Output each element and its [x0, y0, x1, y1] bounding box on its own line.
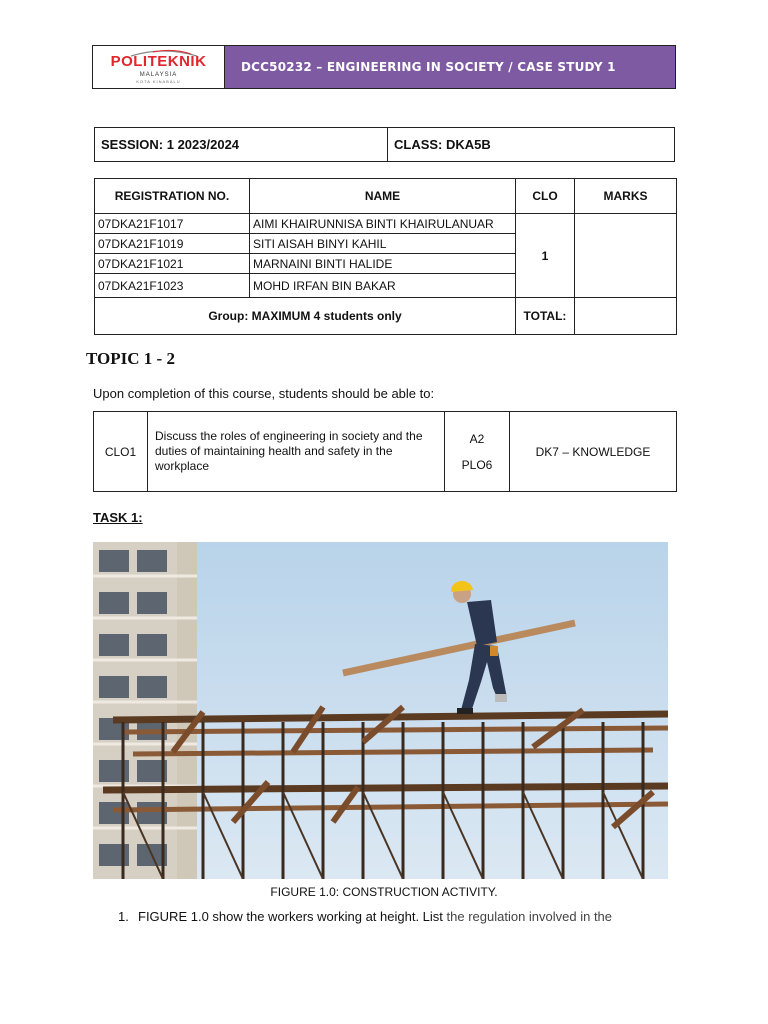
question-1: [118, 909, 612, 924]
clo-cell: 1: [516, 214, 575, 298]
document-title: DCC50232 – ENGINEERING IN SOCIETY / CASE STUDY 1: [225, 46, 675, 88]
registration-cell: 07DKA21F1017: [95, 214, 250, 234]
building-icon: [93, 542, 197, 879]
name-cell: MARNAINI BINTI HALIDE: [250, 254, 516, 274]
marks-cell[interactable]: [575, 214, 677, 298]
logo-text: POLITEKNIK: [110, 53, 207, 70]
session-cell: SESSION: 1 2023/2024: [95, 128, 388, 162]
clo-table: [93, 411, 677, 492]
task-label: TASK 1:: [93, 510, 143, 525]
clo-level: A2: [469, 431, 485, 446]
intro-text: Upon completion of this course, students should be able to:: [93, 386, 435, 401]
registration-cell: 07DKA21F1023: [95, 274, 250, 298]
group-row: [95, 298, 677, 335]
clo-plo: PLO6: [461, 457, 493, 472]
table-row: [95, 214, 677, 234]
topic-heading: TOPIC 1 - 2: [86, 349, 175, 368]
name-cell: SITI AISAH BINYI KAHIL: [250, 234, 516, 254]
students-header-row: [95, 179, 677, 214]
registration-cell: 07DKA21F1021: [95, 254, 250, 274]
session-table: [94, 127, 675, 162]
header-marks: MARKS: [575, 179, 677, 214]
document-header: [92, 45, 676, 89]
clo-level-cell: [445, 412, 510, 492]
group-note: Group: MAXIMUM 4 students only: [95, 298, 516, 335]
figure-caption: FIGURE 1.0: CONSTRUCTION ACTIVITY.: [270, 885, 498, 899]
header-name: NAME: [250, 179, 516, 214]
politeknik-logo: [93, 46, 225, 88]
total-cell[interactable]: [575, 298, 677, 335]
question-number: 1.: [118, 909, 129, 924]
header-registration: REGISTRATION NO.: [95, 179, 250, 214]
question-text: FIGURE 1.0 show the workers working at height. List: [138, 909, 447, 924]
clo-description: Discuss the roles of engineering in society and the duties of maintaining health and safety in the workplace: [148, 412, 445, 492]
logo-subtext: MALAYSIA: [139, 72, 178, 78]
class-cell: CLASS: DKA5B: [388, 128, 675, 162]
name-cell: AIMI KHAIRUNNISA BINTI KHAIRULANUAR: [250, 214, 516, 234]
name-cell: MOHD IRFAN BIN BAKAR: [250, 274, 516, 298]
construction-photo: [93, 542, 668, 879]
registration-cell: 07DKA21F1019: [95, 234, 250, 254]
clo-code: CLO1: [94, 412, 148, 492]
header-clo: CLO: [516, 179, 575, 214]
students-table: [94, 178, 677, 335]
question-text-continued: the regulation involved in the: [446, 909, 613, 924]
total-label: TOTAL:: [516, 298, 575, 335]
logo-subtext-2: KOTA KINABALU: [136, 79, 181, 84]
clo-dk: DK7 – KNOWLEDGE: [510, 412, 677, 492]
